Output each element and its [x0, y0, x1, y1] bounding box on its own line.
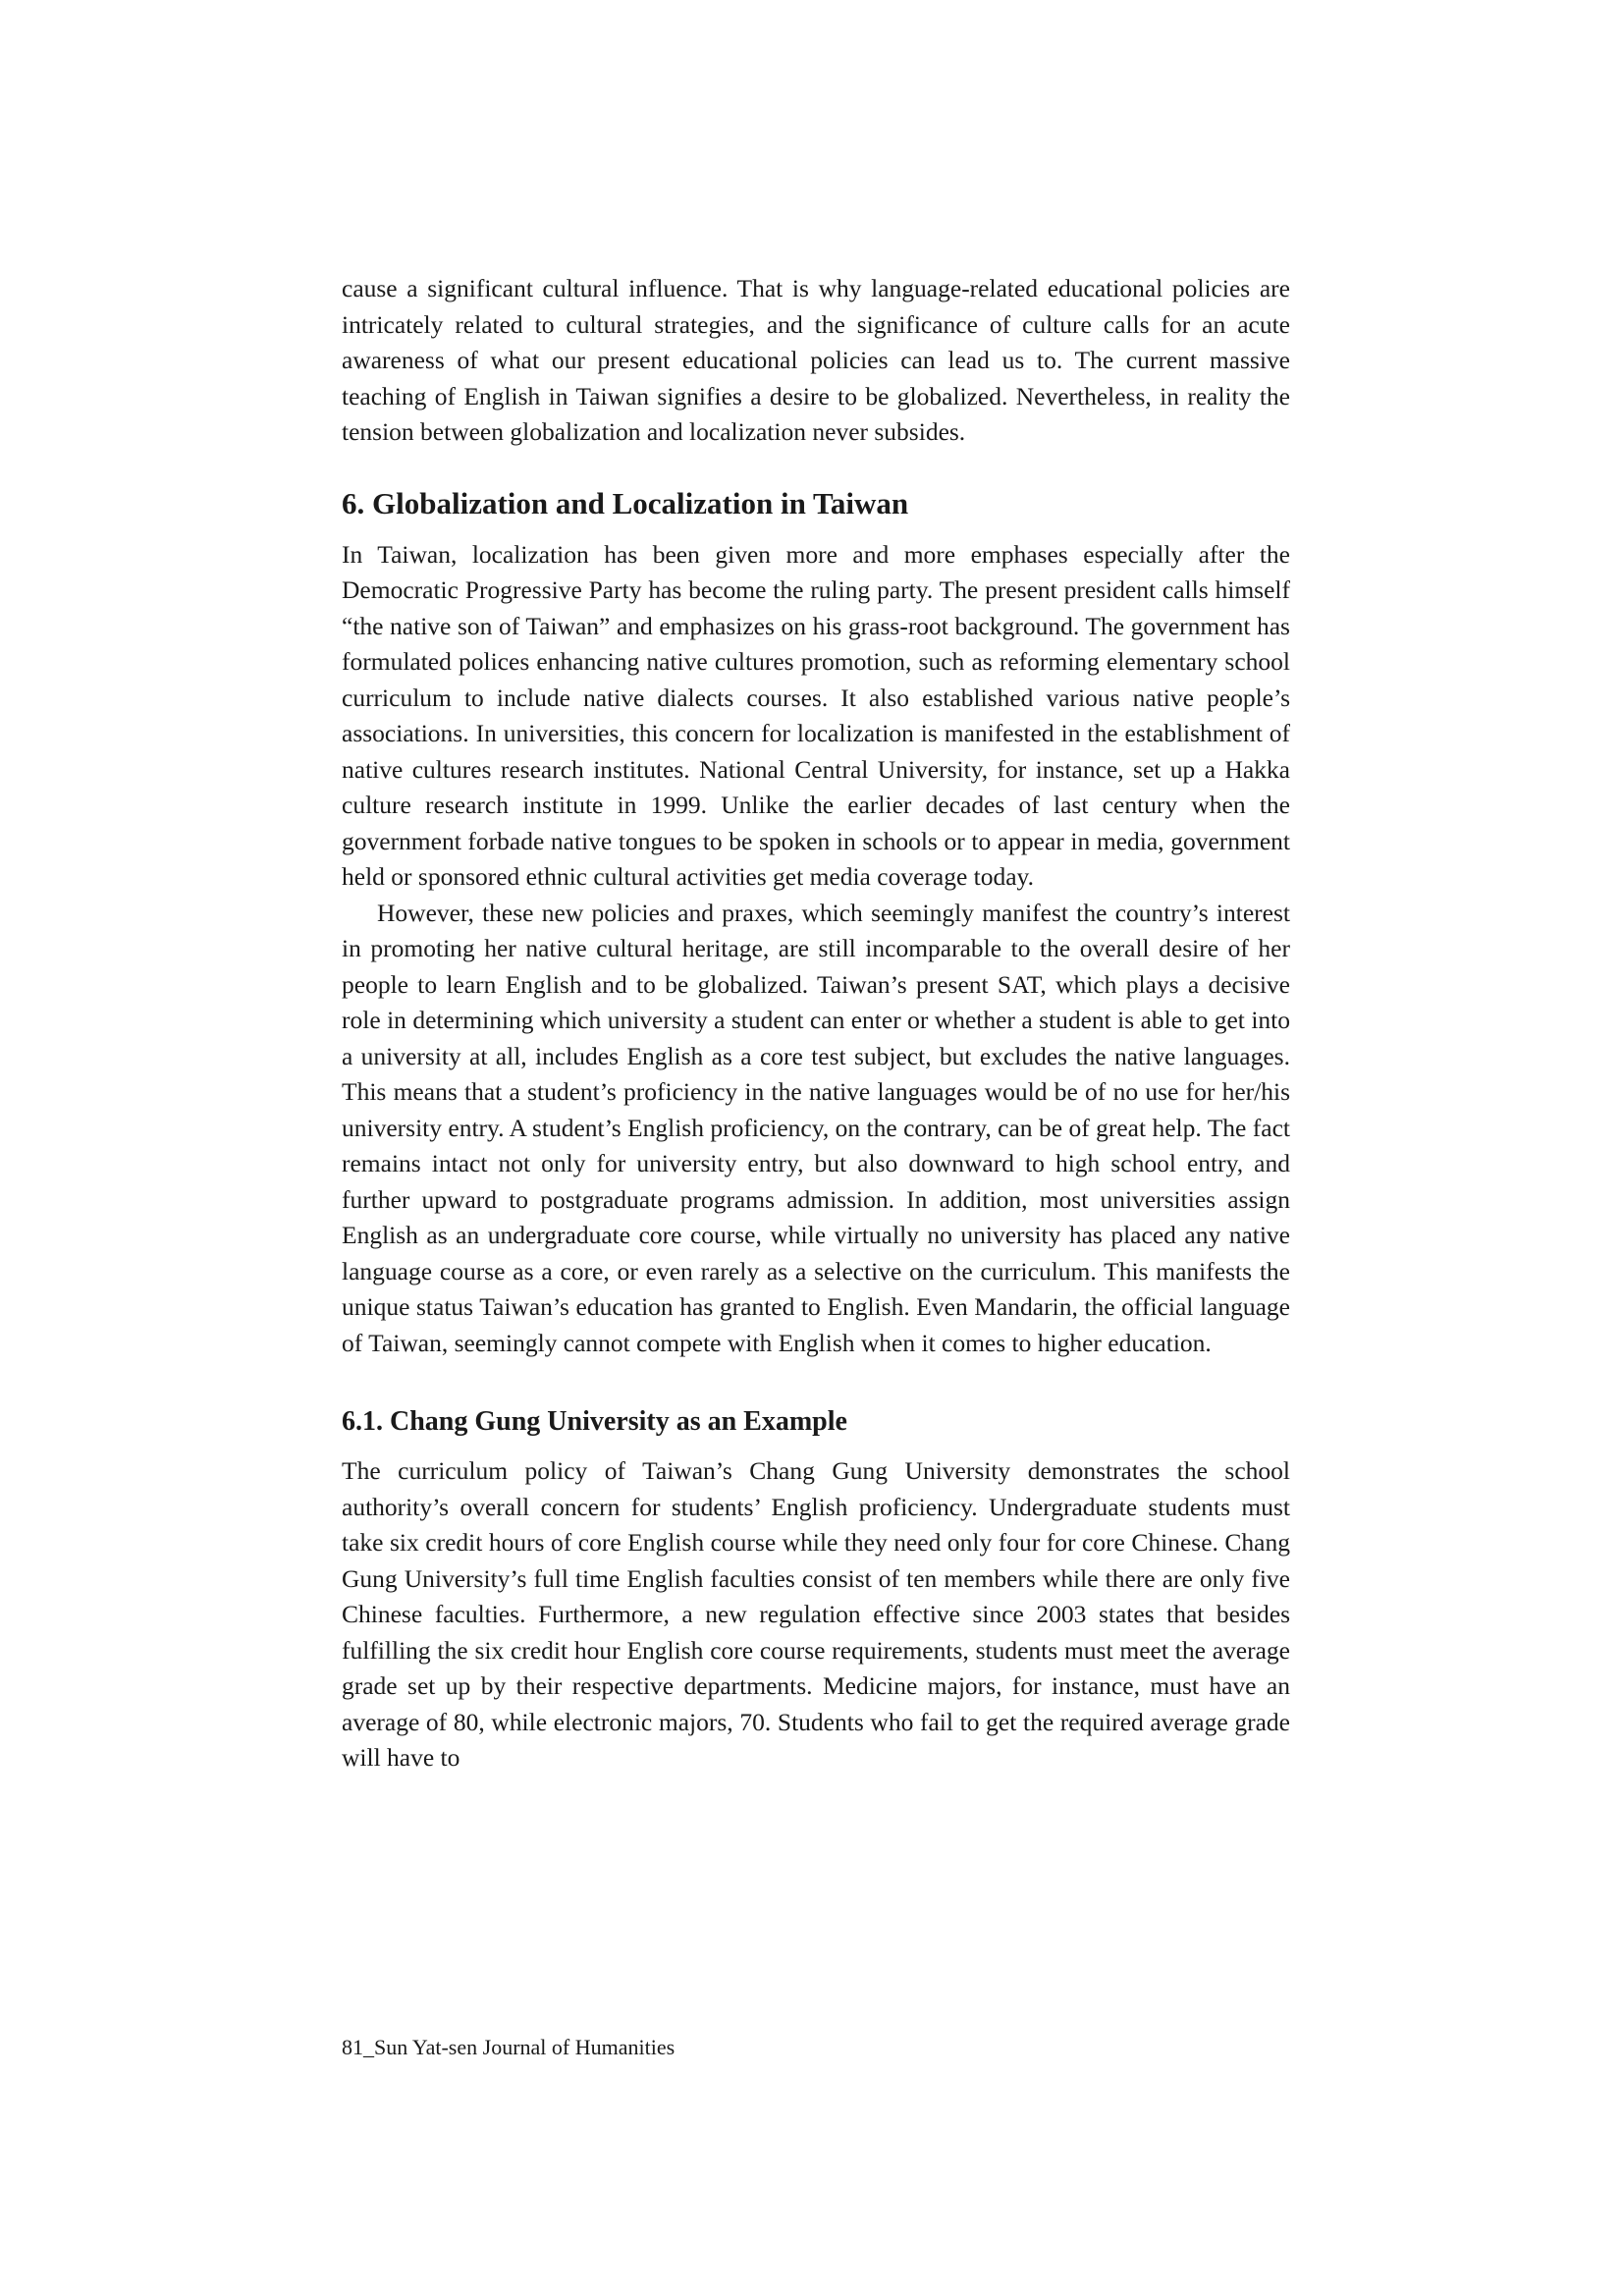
intro-paragraph: cause a significant cultural influence. That is why language-related educational policies are intricately related to cultural strategies, and the significance of culture calls for an acute awareness of what our present educational policies can lead us to. The current massive teaching of English in Taiwan signifies a desire to be globalized. Nevertheless, in reality the tension between globalization and localization never subsides.: [342, 274, 1290, 446]
section-6-paragraph-2: However, these new policies and praxes, which seemingly manifest the country’s interest in promoting her native cultural heritage, are still incomparable to the overall desire of her people to learn English and to be globalized. Taiwan’s present SAT, which plays a decisive role in determining which university a student can enter or whether a student is able to get into a university at all, includes English as a core test subject, but excludes the native languages. This means that a student’s proficiency in the native languages would be of no use for her/his university entry. A student’s English proficiency, on the contrary, can be of great help. The fact remains intact not only for university entry, but also downward to high school entry, and further upward to postgraduate programs admission. In addition, most universities assign English as an undergraduate core course, while virtually no university has placed any native language course as a core, or even rarely as a selective on the curriculum. This manifests the unique status Taiwan’s education has granted to English. Even Mandarin, the official language of Taiwan, seemingly cannot compete with English when it comes to higher education.: [342, 898, 1290, 1357]
section-6-1-paragraph: The curriculum policy of Taiwan’s Chang Gung University demonstrates the school authority’s overall concern for students’ English proficiency. Undergraduate students must take six credit hours of core English course while they need only four for core Chinese. Chang Gung University’s full time English faculties consist of ten members while there are only five Chinese faculties. Furthermore, a new regulation effective since 2003 states that besides fulfilling the six credit hour English core course requirements, students must meet the average grade set up by their respective departments. Medicine majors, for instance, must have an average of 80, while electronic majors, 70. Students who fail to get the required average grade will have to: [342, 1456, 1290, 1772]
page-footer: 81_Sun Yat-sen Journal of Humanities: [342, 2035, 676, 2059]
section-6-1-heading: 6.1. Chang Gung University as an Example: [342, 1406, 847, 1437]
section-6-heading: 6. Globalization and Localization in Taiwan: [342, 485, 909, 520]
section-6-paragraph-1: In Taiwan, localization has been given more and more emphases especially after the Democratic Progressive Party has become the ruling party. The present president calls himself “the native son of Taiwan” and emphasizes on his grass-root background. The government has formulated polices enhancing native cultures promotion, such as reforming elementary school curriculum to include native dialects courses. It also established various native people’s associations. In universities, this concern for localization is manifested in the establishment of native cultures research institutes. National Central University, for instance, set up a Hakka culture research institute in 1999. Unlike the earlier decades of last century when the government forbade native tongues to be spoken in schools or to appear in media, government held or sponsored ethnic cultural activities get media coverage today.: [342, 539, 1290, 891]
page-content: [342, 271, 1290, 1777]
